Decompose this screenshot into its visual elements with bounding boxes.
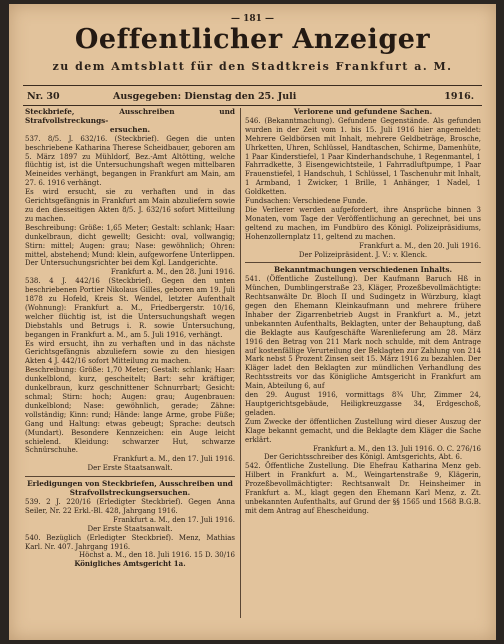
right-paragraph: 546. (Bekanntmachung). Gefundene Gegenstände. Als gefunden wurden in der Zeit vom 1. bis 15. Juli 1916 hier angemeldet: Mehrere Geldbörsen mit Inhalt, mehrere Geldbeträge, Brosche, Uhrketten, Uhren, Schlüssel, Handtaschen, Schirme, Damenhüte, 1 Paar Kinderstiefel, 1 Paar Kinderhandschuhe, 1 Regenmantel, 1 Fahrradkette, 3 Eisengewichtsteile, 1 Fahrradluftpumpe, 1 Paar Frauenstiefel, 1 Handschuh, 1 Schlüssel, 1 Taschenuhr mit Inhalt, 1 Armband, 1 Zwicker, 1 Brille, 1 Anhänger, 1 Nadel, 1 Goldketten.: [245, 116, 481, 197]
right-section-heading: Verlorene und gefundene Sachen.: [293, 107, 433, 116]
right-paragraph: 542. Öffentliche Zustellung. Die Ehefrau Katharina Menz geb. Hilbert in Frankfurt a. M., Weingartenstraße 9, Klägerin, Prozeßbevollmächtigter: Rechtsanwalt Dr. Heinsheimer in Frankfurt a. M., klagt gegen den Ehemann Karl Menz, z. Zt. unbekannten Aufenthalts, auf Grund der §§ 1565 und 1568 B.G.B. mit dem Antrag auf Ehescheidung.: [245, 462, 481, 515]
right-paragraph: Der Gerichtsschreiber des Königl. Amtsgerichts, Abt. 6.: [263, 453, 463, 462]
page-number: — 181 —: [230, 14, 275, 24]
left-paragraph: Frankfurt a. M., den 28. Juni 1916.: [110, 268, 235, 277]
masthead: [23, 88, 482, 104]
left-paragraph: Es wird ersucht, sie zu verhaften und in das Gerichtsgefängnis in Frankfurt am Main abzuliefern sowie zu den diesseitigen Akten 8/5. J. 632/16 sofort Mitteilung zu machen.: [25, 188, 235, 223]
left-paragraph: Höchst a. M., den 18. Juli 1916. 15 D. 30/16: [79, 551, 235, 560]
left-paragraph: Frankfurt a. M., den 17. Juli 1916.: [113, 455, 235, 464]
right-paragraph: Frankfurt a. M., den 13. Juli 1916. O. C. 276/16: [312, 444, 481, 453]
masthead-rule-bottom: [23, 105, 482, 106]
issue-date: Ausgegeben: Dienstag den 25. Juli: [113, 91, 297, 102]
column-divider: [240, 108, 241, 618]
right-section-heading: Bekanntmachungen verschiedenen Inhalts.: [273, 265, 453, 275]
left-column: [25, 108, 235, 569]
page-subtitle: zu dem Amtsblatt für den Stadtkreis Frankfurt a. M.: [52, 60, 453, 73]
left-paragraph: 537. 8/5. J. 632/16. (Steckbrief). Gegen die unten beschriebene Katharina Therese Scheidbauer, geboren am 5. März 1897 zu Mühldorf, Bez.-Amt Altötting, welche flüchtig ist, ist die Untersuchungshaft wegen mittelbaren Meineides verhängt, begangen in Frankfurt am Main, am 27. 6. 1916 verhängt.: [25, 134, 235, 188]
right-section-rule: [245, 262, 481, 263]
left-paragraph: Frankfurt a. M., den 17. Juli 1916.: [113, 515, 235, 524]
left-paragraph: 540. Bezüglich (Erledigter Steckbrief). Menz, Mathias Karl. Nr. 407. Jahrgang 1916.: [25, 533, 235, 551]
left-paragraph: Der Untersuchungsrichter bei dem Kgl. Landgerichte.: [25, 259, 218, 268]
left-section-heading: Steckbriefe, Ausschreiben und Strafvollstreckungs-: [25, 107, 235, 125]
right-paragraph: den 29. August 1916, vormittags 8¾ Uhr, Zimmer 24, Hauptgerichtsgebäude, Heiligkreuzgasse 34, Erdgeschoß, geladen.: [245, 391, 481, 417]
right-paragraph: Fundsachen: Verschiedene Funde.: [245, 197, 368, 206]
left-section-heading: ersuchen.: [109, 124, 151, 134]
left-paragraph: Königliches Amtsgericht 1a.: [74, 559, 186, 569]
left-paragraph: Beschreibung: Größe: 1,70 Meter; Gestalt: schlank; Haar: dunkelblond, kurz, gescheitelt; Bart: sehr kräftiger, dunkelbraun, kurz geschnittener Schnurrbart; Gesicht: schmal; Stirn: hoch; Augen: grau; Augenbrauen: dunkelblond; Nase: gewöhnlich, gerade; Zähne: vollständig; Kinn: rund; Hände: lange Arme, grobe Füße; Gang und Haltung: etwas gebeugt; Sprache: deutsch (Mundart). Besondere Kennzeichen: ein Auge leicht schielend. Kleidung: schwarzer Hut, schwarze Schnürschuhe.: [25, 366, 235, 455]
right-paragraph: Der Polizeipräsident. J. V.: v. Klenck.: [298, 250, 428, 259]
issue-number: Nr. 30: [27, 91, 60, 102]
right-paragraph: Zum Zwecke der öffentlichen Zustellung wird dieser Auszug der Klage bekannt gemacht, und die Beklagte dem Kläger die Sache erklärt.: [245, 417, 481, 444]
left-paragraph: 538. 4 J. 442/16 (Steckbrief). Gegen den unten beschriebenen Portier Nikolaus Gilles, geboren am 19. Juli 1878 zu Hofeld, Kreis St. Wendel, letzter Aufenthalt (Wohnung): Frankfurt a. M., Friedbergerstr. 10/16, welcher flüchtig ist, ist die Untersuchungshaft wegen Diebstahls und Betrugs i. R. sowie Untersuchung, begangen in Frankfurt a. M., am 5. Juli 1916, verhängt.: [25, 277, 235, 339]
left-section-heading: Erledigungen von Steckbriefen, Ausschreiben und Strafvollstreckungsersuchen.: [27, 479, 233, 498]
right-paragraph: Frankfurt a. M., den 20. Juli 1916.: [359, 241, 481, 250]
masthead-rule-top: [23, 85, 482, 86]
left-paragraph: Der Erste Staatsanwalt.: [87, 464, 173, 473]
left-paragraph: Der Erste Staatsanwalt.: [87, 524, 173, 533]
gazette-page: [9, 4, 496, 640]
left-section-rule: [25, 476, 235, 477]
issue-year: 1916.: [444, 91, 474, 102]
right-column: [245, 108, 481, 516]
left-paragraph: 539. 2 J. 220/16 (Erledigter Steckbrief). Gegen Anna Seiler, Nr. 22 Erkl.-Bl. 428, Jahrgang 1916.: [25, 497, 235, 515]
right-paragraph: 541. (Öffentliche Zustellung). Der Kaufmann Baruch Hß in München, Dumblingerstraße 23, Kläger, Prozeßbevollmächtigte: Rechtsanwälte Dr. Bloch II und Sudingetz in Würzburg, klagt gegen den Ehemann Kleinkaufmann und mehrere frühere Inhaber der Zigarrenbetrieb Augst in Frankfurt a. M., jetzt unbekannten Aufenthalts, Beklagten, unter der Behauptung, daß die Beklagte aus Kaufgeschäfte Warenlieferung am 28. März 1916 den Betrag von 211 Mark noch schulde, mit dem Antrage auf kostenfällige Verurteilung der Beklagten zur Zahlung von 214 Mark nebst 5 Prozent Zinsen seit 15. März 1916 zu bezahlen. Der Kläger ladet den Beklagten zur mündlichen Verhandlung des Rechtsstreits vor das Königliche Amtsgericht in Frankfurt am Main, Abteilung 6, auf: [245, 275, 481, 391]
right-paragraph: Die Verlierer werden aufgefordert, ihre Ansprüche binnen 3 Monaten, vom Tage der Veröffentlichung an gerechnet, bei uns geltend zu machen, im Fundbüro des Königl. Polizeipräsidiums, Hohenzollernplatz 11, geltend zu machen.: [245, 205, 481, 241]
left-paragraph: Es wird ersucht, ihn zu verhaften und in das nächste Gerichtsgefängnis abzuliefern sowie zu den hiesigen Akten 4 J. 442/16 sofort Mitteilung zu machen.: [25, 339, 235, 366]
page-title: Oeffentlicher Anzeiger: [74, 24, 431, 55]
left-paragraph: Beschreibung: Größe: 1,65 Meter; Gestalt: schlank; Haar: dunkelbraun, dicht gewellt; Gesicht: oval, vollwangig; Stirn: mittel; Augen: grau; Nase: gewöhnlich; Ohren: mittel, abstehend; Mund: klein, aufgeworfene Unterlippen.: [25, 223, 235, 259]
